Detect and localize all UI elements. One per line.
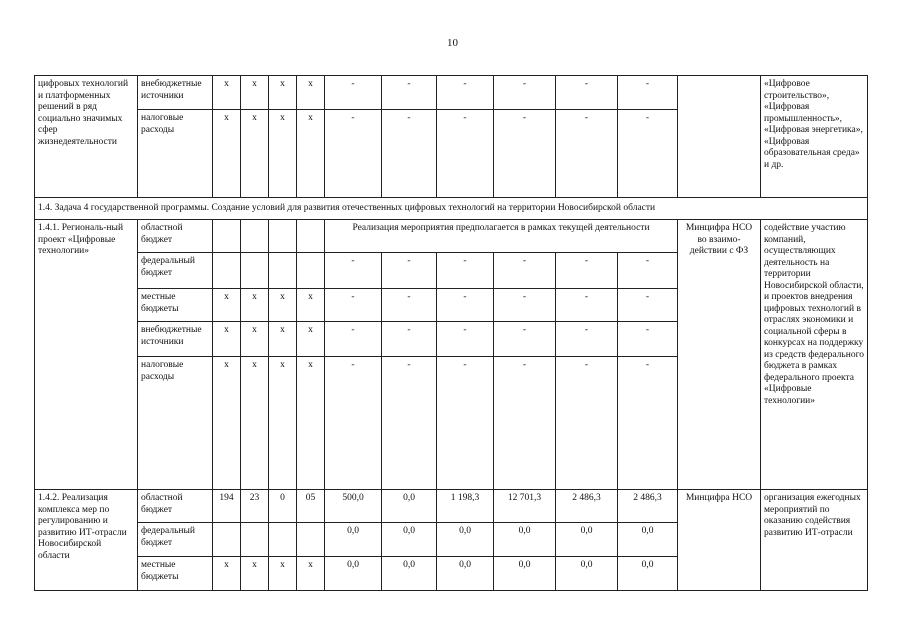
program-name-cell: цифровых технологий и платформенных решений в ряд социально значимых сфер жизнедеятельности [35, 76, 138, 198]
funding-source: местные бюджеты [138, 557, 213, 591]
result-cell: содействие участию компаний, осуществляющих деятельность на территории Новосибирской области, и проектов внедрения цифровых технологий в отраслях экономики и социальной сферы в конкурсах на поддержку из средств федерального бюджета в рамках федерального проекта «Цифровые технологии» [761, 220, 868, 490]
page-number: 10 [447, 37, 458, 49]
funding-source: областной бюджет [138, 220, 213, 253]
table-row: цифровых технологий и платформенных решений в ряд социально значимых сфер жизнедеятельности внебюджетные источники х х х х - - - - - - «Цифровое строительство», «Цифровая промышленность», «Цифровая энергетика», «Цифровая образовательная среда» и др. [35, 76, 868, 110]
table-row: местные бюджеты х х х х - - - - - - [35, 289, 868, 322]
task-header-row [35, 198, 868, 220]
program-table [34, 75, 868, 591]
table-row: налоговые расходы х х х х - - - - - - [35, 110, 868, 198]
result-cell: «Цифровое строительство», «Цифровая промышленность», «Цифровая энергетика», «Цифровая образовательная среда» и др. [761, 76, 868, 198]
funding-source: внебюджетные источники [138, 76, 213, 110]
table-row: федеральный бюджет 0,0 0,0 0,0 0,0 0,0 0,0 [35, 523, 868, 557]
table-row: налоговые расходы х х х х - - - - - - [35, 357, 868, 490]
funding-source: внебюджетные источники [138, 322, 213, 357]
table-row [35, 220, 868, 253]
funding-source: налоговые расходы [138, 357, 213, 490]
executor-cell: Минцифра НСО во взаимо-действии с ФЗ [678, 220, 761, 490]
task-header: 1.4. Задача 4 государственной программы. Создание условий для развития отечественных цифровых технологий на территории Новосибирской области [35, 198, 868, 220]
table-row: местные бюджеты х х х х 0,0 0,0 0,0 0,0 0,0 0,0 [35, 557, 868, 591]
executor-cell [678, 76, 761, 198]
merged-note: Реализация мероприятия предполагается в рамках текущей деятельности [325, 220, 678, 253]
funding-source: налоговые расходы [138, 110, 213, 198]
funding-source: областной бюджет [138, 490, 213, 523]
table-row: внебюджетные источники х х х х - - - - - - [35, 322, 868, 357]
funding-source: местные бюджеты [138, 289, 213, 322]
project-name-cell: 1.4.2. Реализация комплекса мер по регулированию и развитию ИТ-отрасли Новосибирской области [35, 490, 138, 591]
table-row: 1.4.2. Реализация комплекса мер по регулированию и развитию ИТ-отрасли Новосибирской области областной бюджет 194 23 0 05 500,0 0,0 1 198,3 12 701,3 2 486,3 2 486,3 Минцифра НСО организация ежегодных мероприятий по оказанию содействия развитию ИТ-отрасли [35, 490, 868, 523]
table-row: федеральный бюджет - - - - - - [35, 253, 868, 289]
project-name-cell: 1.4.1. Региональ-ный проект «Цифровые технологии» [35, 220, 138, 490]
funding-source: федеральный бюджет [138, 253, 213, 289]
executor-cell: Минцифра НСО [678, 490, 761, 591]
funding-source: федеральный бюджет [138, 523, 213, 557]
result-cell: организация ежегодных мероприятий по оказанию содействия развитию ИТ-отрасли [761, 490, 868, 591]
